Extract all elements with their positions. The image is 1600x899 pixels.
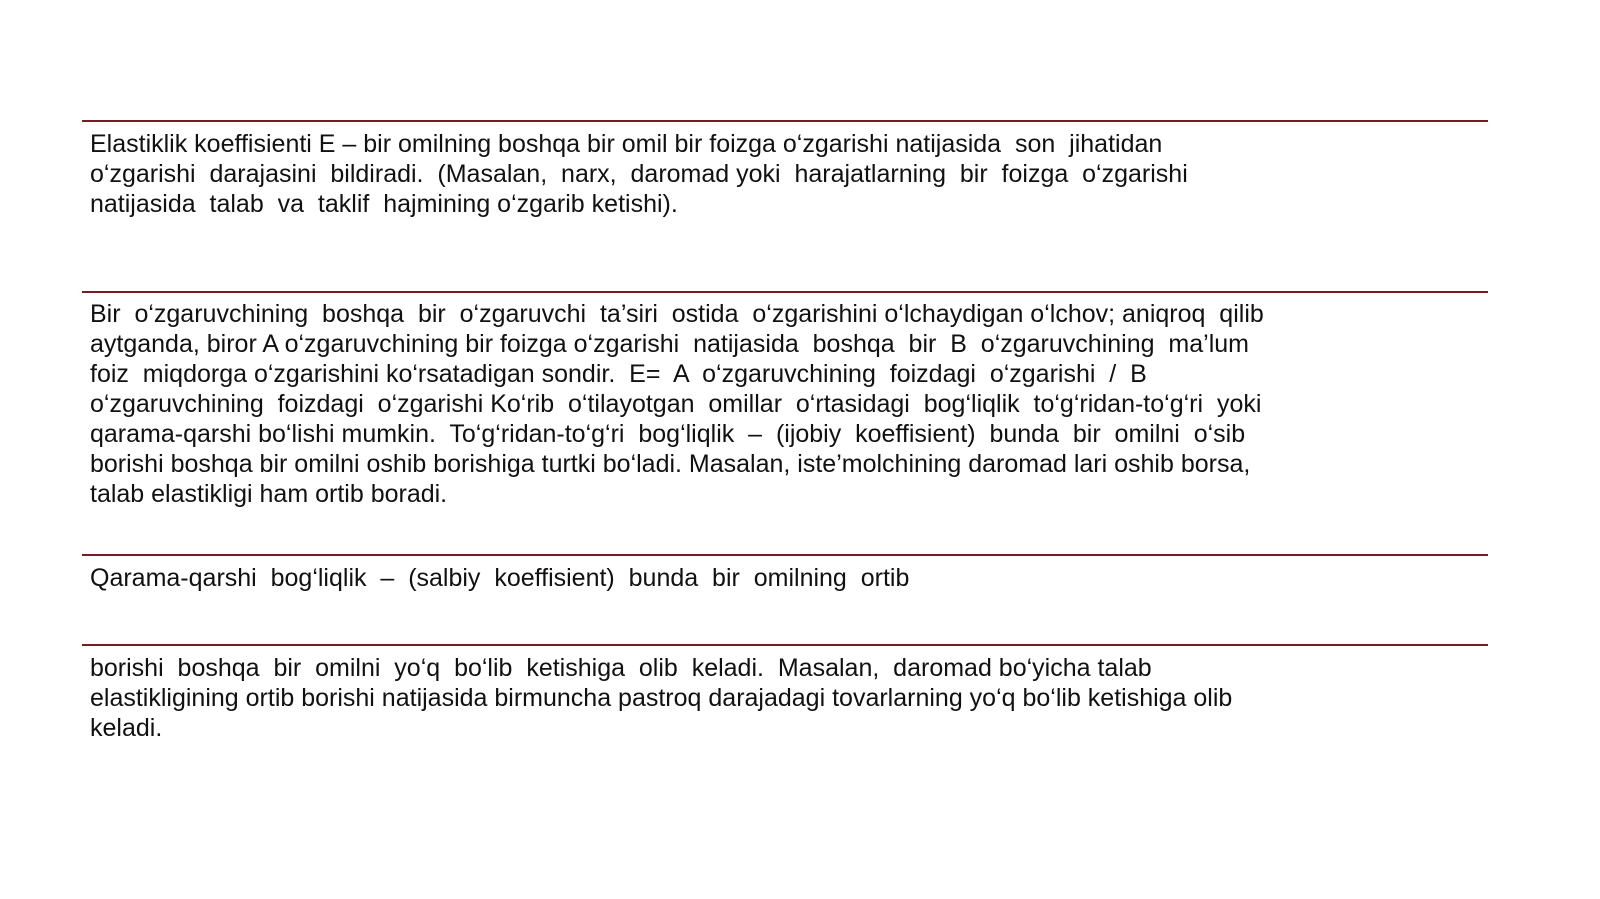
text-line: Qarama-qarshi bog‘liqlik – (salbiy koeffisient) bunda bir omilning ortib bbox=[90, 564, 910, 592]
text-line: o‘zgaruvchining foizdagi o‘zgarishi Ko‘rib o‘tilayotgan omillar o‘rtasidagi bog‘liqlik to‘g‘ridan-to‘g‘ri yoki bbox=[90, 390, 1262, 418]
text-line: o‘zgarishi darajasini bildiradi. (Masalan, narx, daromad yoki harajatlarning bir foizga o‘zgarishi bbox=[90, 160, 1188, 188]
divider-rule-3 bbox=[82, 554, 1488, 556]
divider-rule-1 bbox=[82, 120, 1488, 122]
explanation-paragraph bbox=[90, 299, 1490, 509]
negative-relation-paragraph bbox=[90, 563, 1490, 593]
text-line: talab elastikligi ham ortib boradi. bbox=[90, 480, 448, 508]
text-line: aytganda, biror A o‘zgaruvchining bir foizga o‘zgarishi natijasida boshqa bir B o‘zgaruvchining ma’lum bbox=[90, 330, 1249, 358]
text-line: foiz miqdorga o‘zgarishini ko‘rsatadigan sondir. E= A o‘zgaruvchining foizdagi o‘zgarishi / B bbox=[90, 360, 1147, 388]
text-line: Bir o‘zgaruvchining boshqa bir o‘zgaruvchi ta’siri ostida o‘zgarishini o‘lchaydigan o‘lchov; aniqroq qilib bbox=[90, 300, 1264, 328]
text-line: borishi boshqa bir omilni yo‘q bo‘lib ketishiga olib keladi. Masalan, daromad bo‘yicha talab bbox=[90, 654, 1152, 682]
text-line: qarama-qarshi bo‘lishi mumkin. To‘g‘ridan-to‘g‘ri bog‘liqlik – (ijobiy koeffisient) bunda bir omilni o‘sib bbox=[90, 420, 1246, 448]
continuation-paragraph bbox=[90, 653, 1490, 743]
divider-rule-2 bbox=[82, 291, 1488, 293]
text-line: borishi boshqa bir omilni oshib borishiga turtki bo‘ladi. Masalan, iste’molchining daromad lari oshib borsa, bbox=[90, 450, 1251, 478]
divider-rule-4 bbox=[82, 644, 1488, 646]
text-line: keladi. bbox=[90, 714, 163, 742]
text-line: natijasida talab va taklif hajmining o‘zgarib ketishi). bbox=[90, 190, 678, 218]
text-line: elastikligining ortib borishi natijasida birmuncha pastroq darajadagi tovarlarning yo‘q bo‘lib ketishiga olib bbox=[90, 684, 1233, 712]
definition-paragraph bbox=[90, 129, 1490, 219]
text-line: Elastiklik koeffisienti E – bir omilning boshqa bir omil bir foizga o‘zgarishi natijasida son jihatidan bbox=[90, 130, 1163, 158]
